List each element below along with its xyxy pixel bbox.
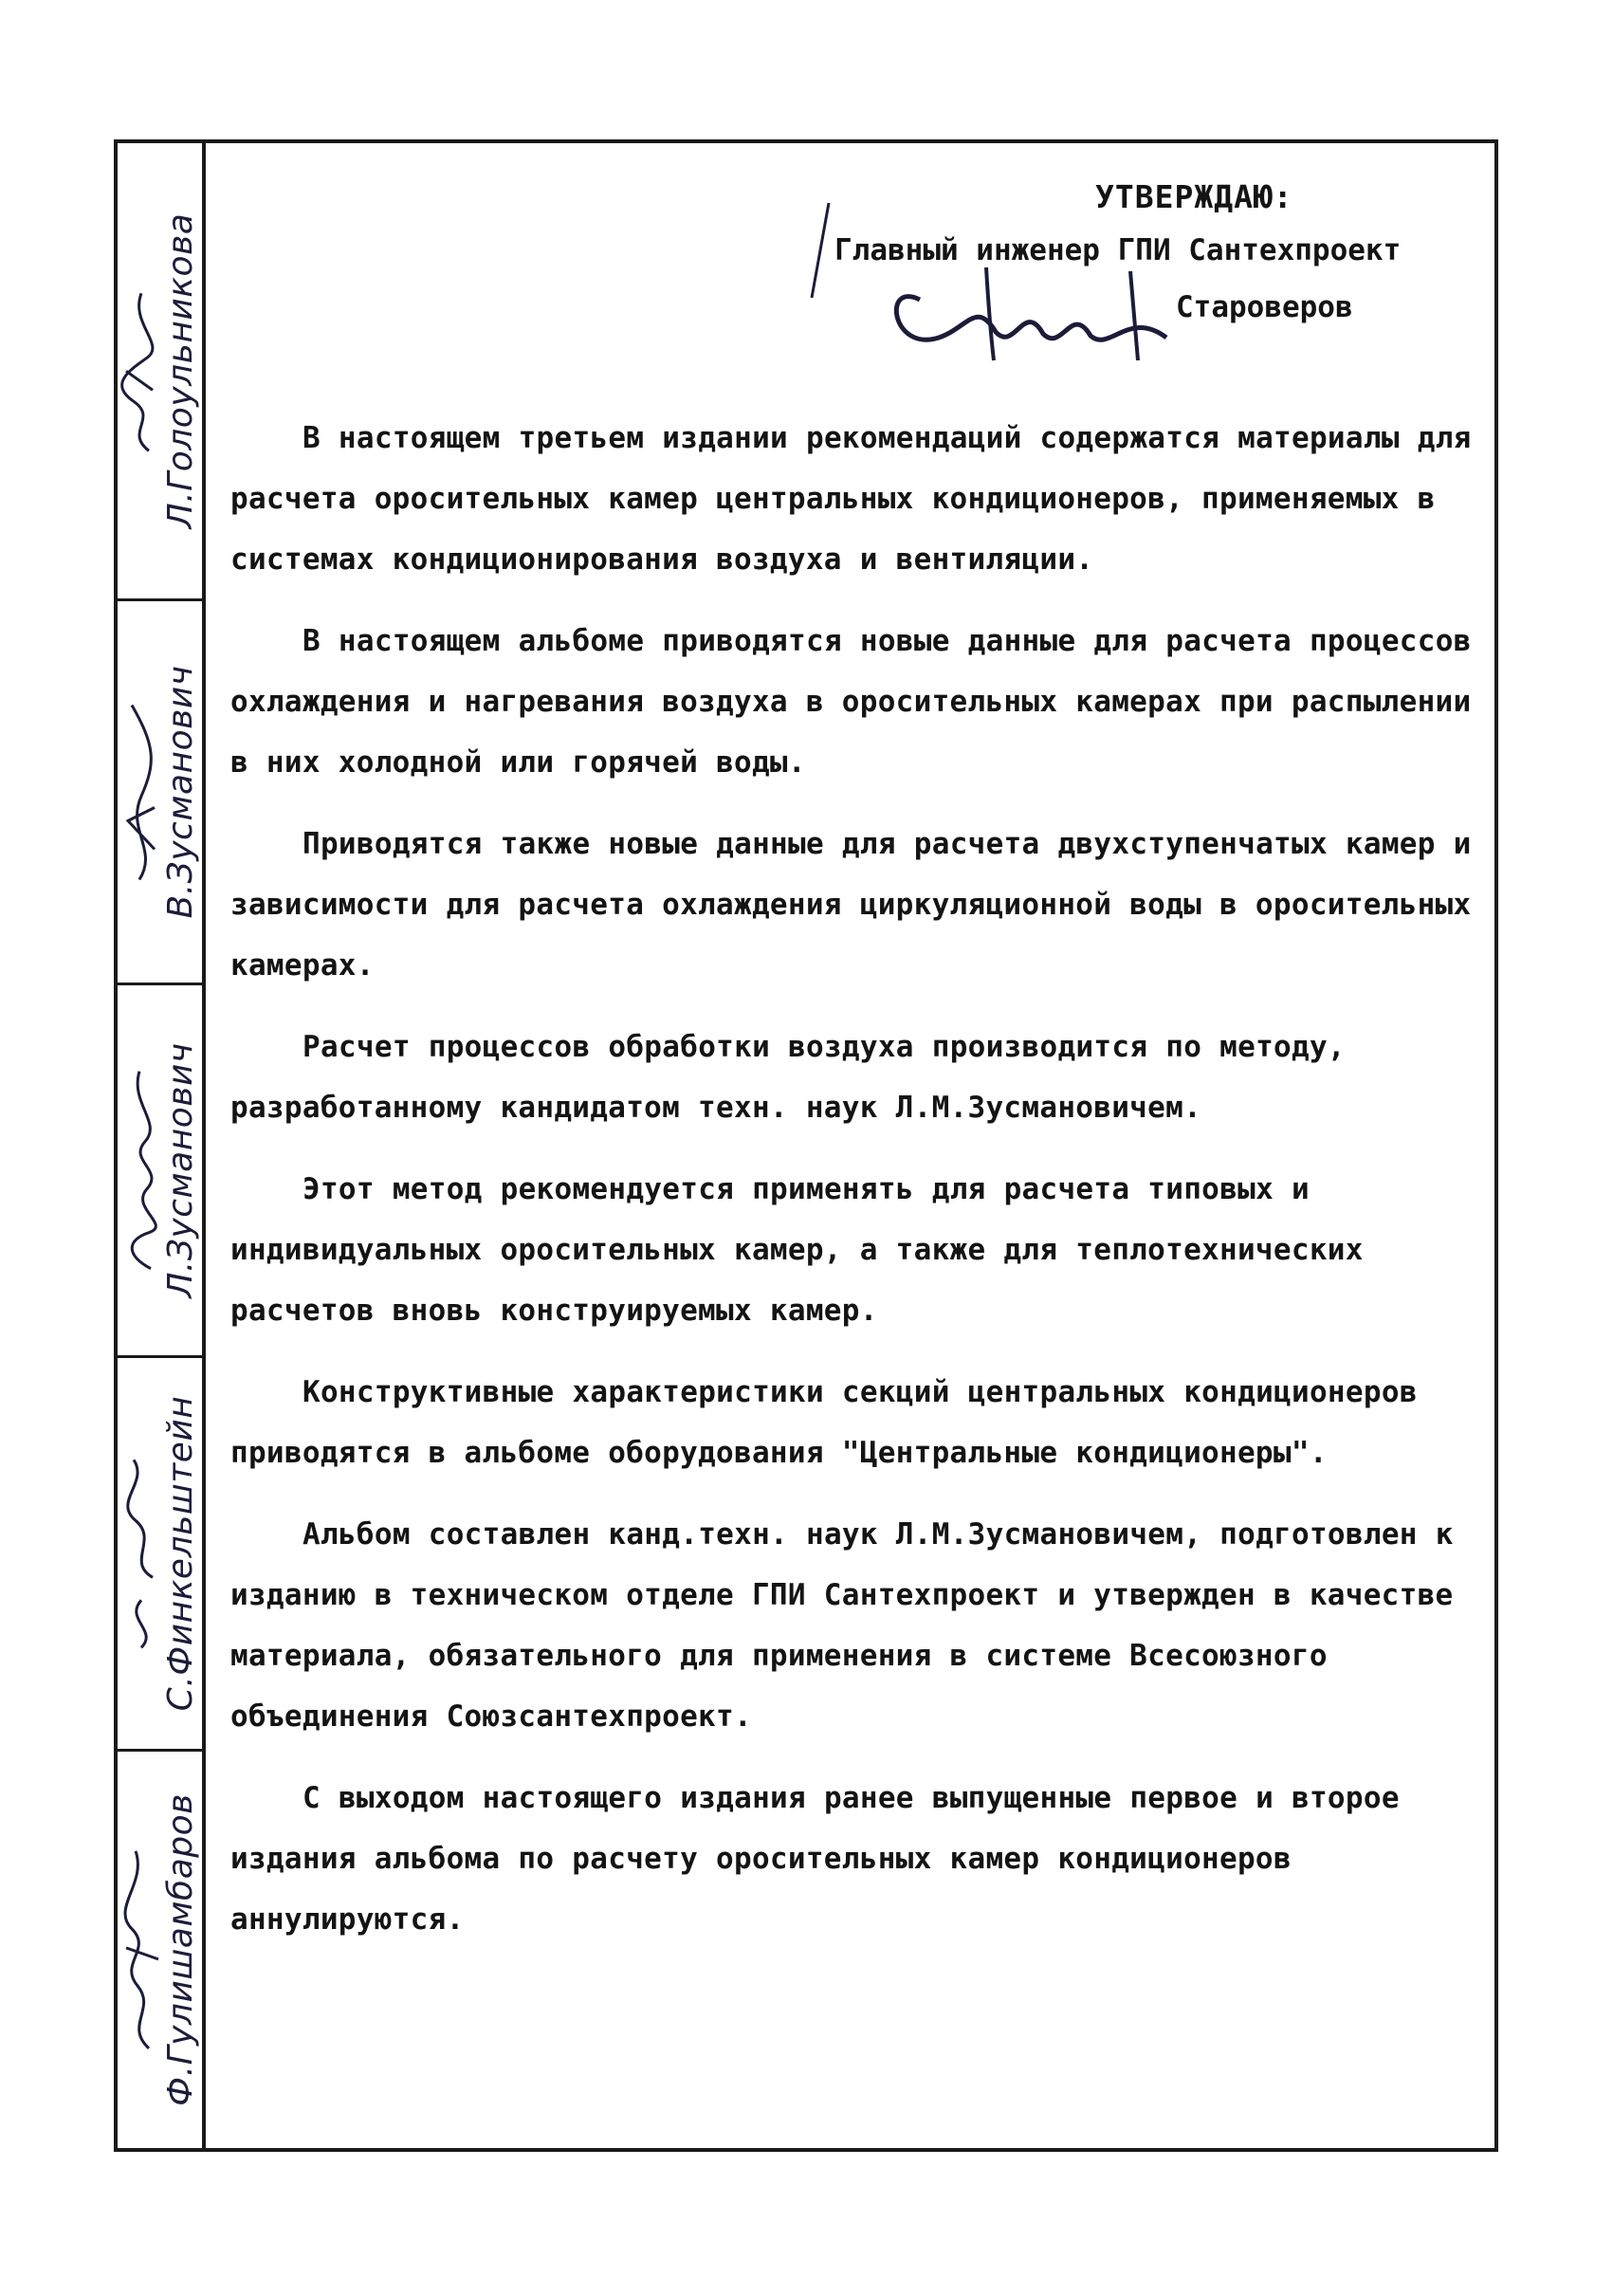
stamp-name: Л.Голоульникова — [160, 212, 200, 529]
stamp-name: С.Финкельштейн — [160, 1395, 200, 1712]
paragraph: В настоящем альбоме приводятся новые данные для расчета процессов охлаждения и нагревания воздуха в оросительных камерах при распылении в них холодной или горячей воды. — [230, 624, 1472, 780]
stamp-name: Ф.Гулишамбаров — [160, 1793, 200, 2106]
handwritten-signature — [120, 666, 162, 919]
paragraph: Альбом составлен канд.техн. наук Л.М.Зусмановичем, подготовлен к изданию в техническом отделе ГПИ Сантехпроект и утвержден в качестве материала, обязательного для применения в системе Всесоюзного объединения Союзсантехпроект. — [230, 1517, 1454, 1734]
paragraph: Приводятся также новые данные для расчета двухступенчатых камер и зависимости для расчета охлаждения циркуляционной воды в оросительных камерах. — [230, 827, 1472, 983]
approver-name: Староверов — [1176, 290, 1353, 324]
margin-divider — [202, 139, 206, 2152]
handwritten-signature — [882, 262, 1195, 370]
document-body — [230, 408, 1482, 1971]
handwritten-mark — [806, 199, 834, 307]
paragraph: В настоящем третьем издании рекомендаций содержатся материалы для расчета оросительных камер центральных кондиционеров, применяемых в системах кондиционирования воздуха и вентиляции. — [230, 421, 1472, 577]
handwritten-signature — [120, 1793, 162, 2106]
handwritten-signature — [120, 1042, 162, 1297]
stamp-cell-4 — [118, 1358, 202, 1749]
stamp-name: В.Зусманович — [160, 665, 200, 919]
approval-role: Главный инженер ГПИ Сантехпроект — [834, 233, 1402, 267]
paragraph: С выходом настоящего издания ранее выпущенные первое и второе издания альбома по расчету оросительных камер кондиционеров аннулируются. — [230, 1781, 1400, 1937]
stamp-cell-2 — [118, 601, 202, 983]
stamp-name: Л.Зусманович — [160, 1042, 200, 1298]
stamp-cell-3 — [118, 985, 202, 1355]
paragraph: Расчет процессов обработки воздуха производится по методу, разработанному кандидатом техн. наук Л.М.Зусмановичем. — [230, 1030, 1346, 1125]
paragraph: Этот метод рекомендуется применять для расчета типовых и индивидуальных оросительных камер, а также для теплотехнических расчетов вновь конструируемых камер. — [230, 1172, 1364, 1328]
handwritten-signature — [120, 1396, 162, 1712]
stamp-cell-5 — [118, 1752, 202, 2148]
approval-title: УТВЕРЖДАЮ: — [1095, 178, 1293, 215]
handwritten-signature — [120, 213, 162, 529]
paragraph: Конструктивные характеристики секций центральных кондиционеров приводятся в альбоме оборудования "Центральные кондиционеры". — [230, 1375, 1418, 1470]
stamp-cell-1 — [118, 143, 202, 598]
